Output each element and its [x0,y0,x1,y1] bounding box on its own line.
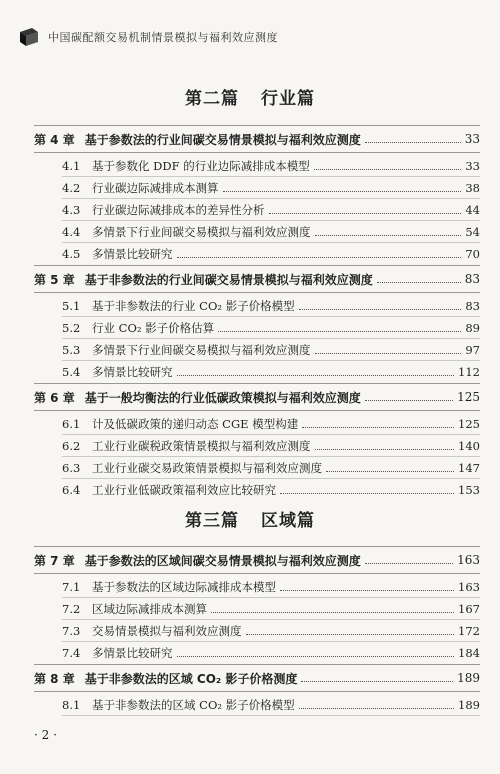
entry-number: 7.2 [62,602,81,616]
leader-dots [280,590,454,591]
leader-dots [223,191,462,192]
leader-dots [326,471,454,472]
entry-number: 4.2 [62,181,81,195]
leader-dots [299,309,462,310]
entry-title: 交易情景模拟与福利效应测度 [92,624,242,638]
chapter-page: 125 [457,390,480,404]
entry-number: 4.5 [62,247,81,261]
leader-dots [315,449,455,450]
toc-chapter[interactable] [34,125,480,153]
entry-number: 7.1 [62,580,81,594]
leader-dots [365,563,453,564]
toc-chapter[interactable] [34,383,480,411]
running-header [18,26,482,48]
chapter-page: 83 [464,272,480,286]
entry-page: 172 [458,624,480,638]
toc-entry[interactable] [62,340,480,361]
chapter-number: 第 6 章 [34,390,75,405]
entry-page: 153 [458,483,480,497]
entry-number: 5.4 [62,365,81,379]
entry-title: 多情景下行业间碳交易模拟与福利效应测度 [92,225,311,239]
leader-dots [269,213,462,214]
toc-entry[interactable] [62,480,480,500]
entry-page: 89 [465,321,480,335]
entry-number: 4.4 [62,225,81,239]
toc-entry[interactable] [62,362,480,382]
toc-entry[interactable] [62,414,480,435]
entry-number: 6.4 [62,483,81,497]
entry-page: 83 [465,299,480,313]
leader-dots [299,708,454,709]
leader-dots [211,612,454,613]
entry-title: 工业行业碳交易政策情景模拟与福利效应测度 [92,461,322,475]
leader-dots [177,257,462,258]
entry-page: 70 [465,247,480,261]
entry-page: 147 [458,461,480,475]
chapter-title: 基于参数法的行业间碳交易情景模拟与福利效应测度 [84,132,361,147]
leader-dots [218,331,461,332]
chapter-page: 163 [457,553,480,567]
chapter-title: 基于非参数法的行业间碳交易情景模拟与福利效应测度 [84,272,373,287]
leader-dots [314,169,462,170]
entry-page: 97 [465,343,480,357]
section-heading [0,84,500,109]
entry-page: 163 [458,580,480,594]
entry-page: 54 [465,225,480,239]
toc-entry[interactable] [62,621,480,642]
toc-entry[interactable] [62,318,480,339]
chapter-title: 基于参数法的区域间碳交易情景模拟与福利效应测度 [84,553,361,568]
leader-dots [377,282,461,283]
entry-page: 140 [458,439,480,453]
toc-chapter[interactable] [34,265,480,293]
entry-number: 4.1 [62,159,81,173]
toc-entry[interactable] [62,577,480,598]
section-heading-number: 第三篇 [185,511,239,531]
leader-dots [177,656,455,657]
toc-entry[interactable] [62,200,480,221]
chapter-page: 33 [464,132,480,146]
chapter-number: 第 4 章 [34,132,75,147]
entry-number: 7.3 [62,624,81,638]
toc-entry[interactable] [62,458,480,479]
toc-entry[interactable] [62,695,480,716]
entry-number: 6.1 [62,417,81,431]
entry-title: 行业碳边际减排成本的差异性分析 [92,203,265,217]
entry-number: 5.2 [62,321,81,335]
toc-entry[interactable] [62,244,480,264]
chapter-page: 189 [457,671,480,685]
toc-chapter[interactable] [34,664,480,692]
section-heading-title: 行业篇 [261,89,315,109]
chapter-number: 第 5 章 [34,272,75,287]
entry-page: 189 [458,698,480,712]
entry-title: 行业碳边际减排成本测算 [92,181,219,195]
entry-title: 工业行业碳税政策情景模拟与福利效应测度 [92,439,311,453]
toc-entry[interactable] [62,222,480,243]
toc-entry[interactable] [62,296,480,317]
entry-title: 多情景下行业间碳交易模拟与福利效应测度 [92,343,311,357]
section-heading [0,506,500,531]
entry-title: 多情景比较研究 [92,247,173,261]
entry-page: 184 [458,646,480,660]
entry-number: 4.3 [62,203,81,217]
chapter-number: 第 7 章 [34,553,75,568]
leader-dots [280,493,454,494]
entry-page: 38 [465,181,480,195]
entry-title: 基于参数法的区域边际减排成本模型 [92,580,276,594]
section-heading-title: 区域篇 [261,511,315,531]
chapter-title: 基于非参数法的区域 CO₂ 影子价格测度 [84,671,298,686]
entry-title: 计及低碳政策的递归动态 CGE 模型构建 [92,417,299,431]
leader-dots [315,353,462,354]
entry-title: 基于非参数法的行业 CO₂ 影子价格模型 [92,299,295,313]
leader-dots [365,400,453,401]
page-number: · 2 · [34,728,57,742]
leader-dots [302,427,454,428]
chapter-number: 第 8 章 [34,671,75,686]
entry-title: 基于参数化 DDF 的行业边际减排成本模型 [92,159,310,173]
entry-page: 167 [458,602,480,616]
entry-title: 区域边际减排成本测算 [92,602,207,616]
entry-number: 8.1 [62,698,81,712]
entry-number: 6.3 [62,461,81,475]
toc-chapter[interactable] [34,546,480,574]
entry-title: 多情景比较研究 [92,646,173,660]
leader-dots [246,634,455,635]
book-icon [18,26,40,48]
toc-entry[interactable] [62,156,480,177]
entry-number: 5.3 [62,343,81,357]
running-header-title: 中国碳配额交易机制情景模拟与福利效应测度 [48,31,278,44]
toc-entry[interactable] [62,599,480,620]
leader-dots [177,375,455,376]
entry-title: 多情景比较研究 [92,365,173,379]
toc-entry[interactable] [62,178,480,199]
entry-title: 工业行业低碳政策福利效应比较研究 [92,483,276,497]
entry-title: 行业 CO₂ 影子价格估算 [92,321,215,335]
section-heading-number: 第二篇 [185,89,239,109]
leader-dots [315,235,462,236]
leader-dots [365,142,461,143]
entry-page: 112 [458,365,480,379]
entry-page: 125 [458,417,480,431]
entry-title: 基于非参数法的区域 CO₂ 影子价格模型 [92,698,295,712]
chapter-title: 基于一般均衡法的行业低碳政策模拟与福利效应测度 [84,390,361,405]
entry-page: 44 [465,203,480,217]
toc-entry[interactable] [62,436,480,457]
toc-entry[interactable] [62,643,480,663]
entry-number: 6.2 [62,439,81,453]
leader-dots [301,681,453,682]
entry-number: 5.1 [62,299,81,313]
entry-page: 33 [465,159,480,173]
entry-number: 7.4 [62,646,81,660]
